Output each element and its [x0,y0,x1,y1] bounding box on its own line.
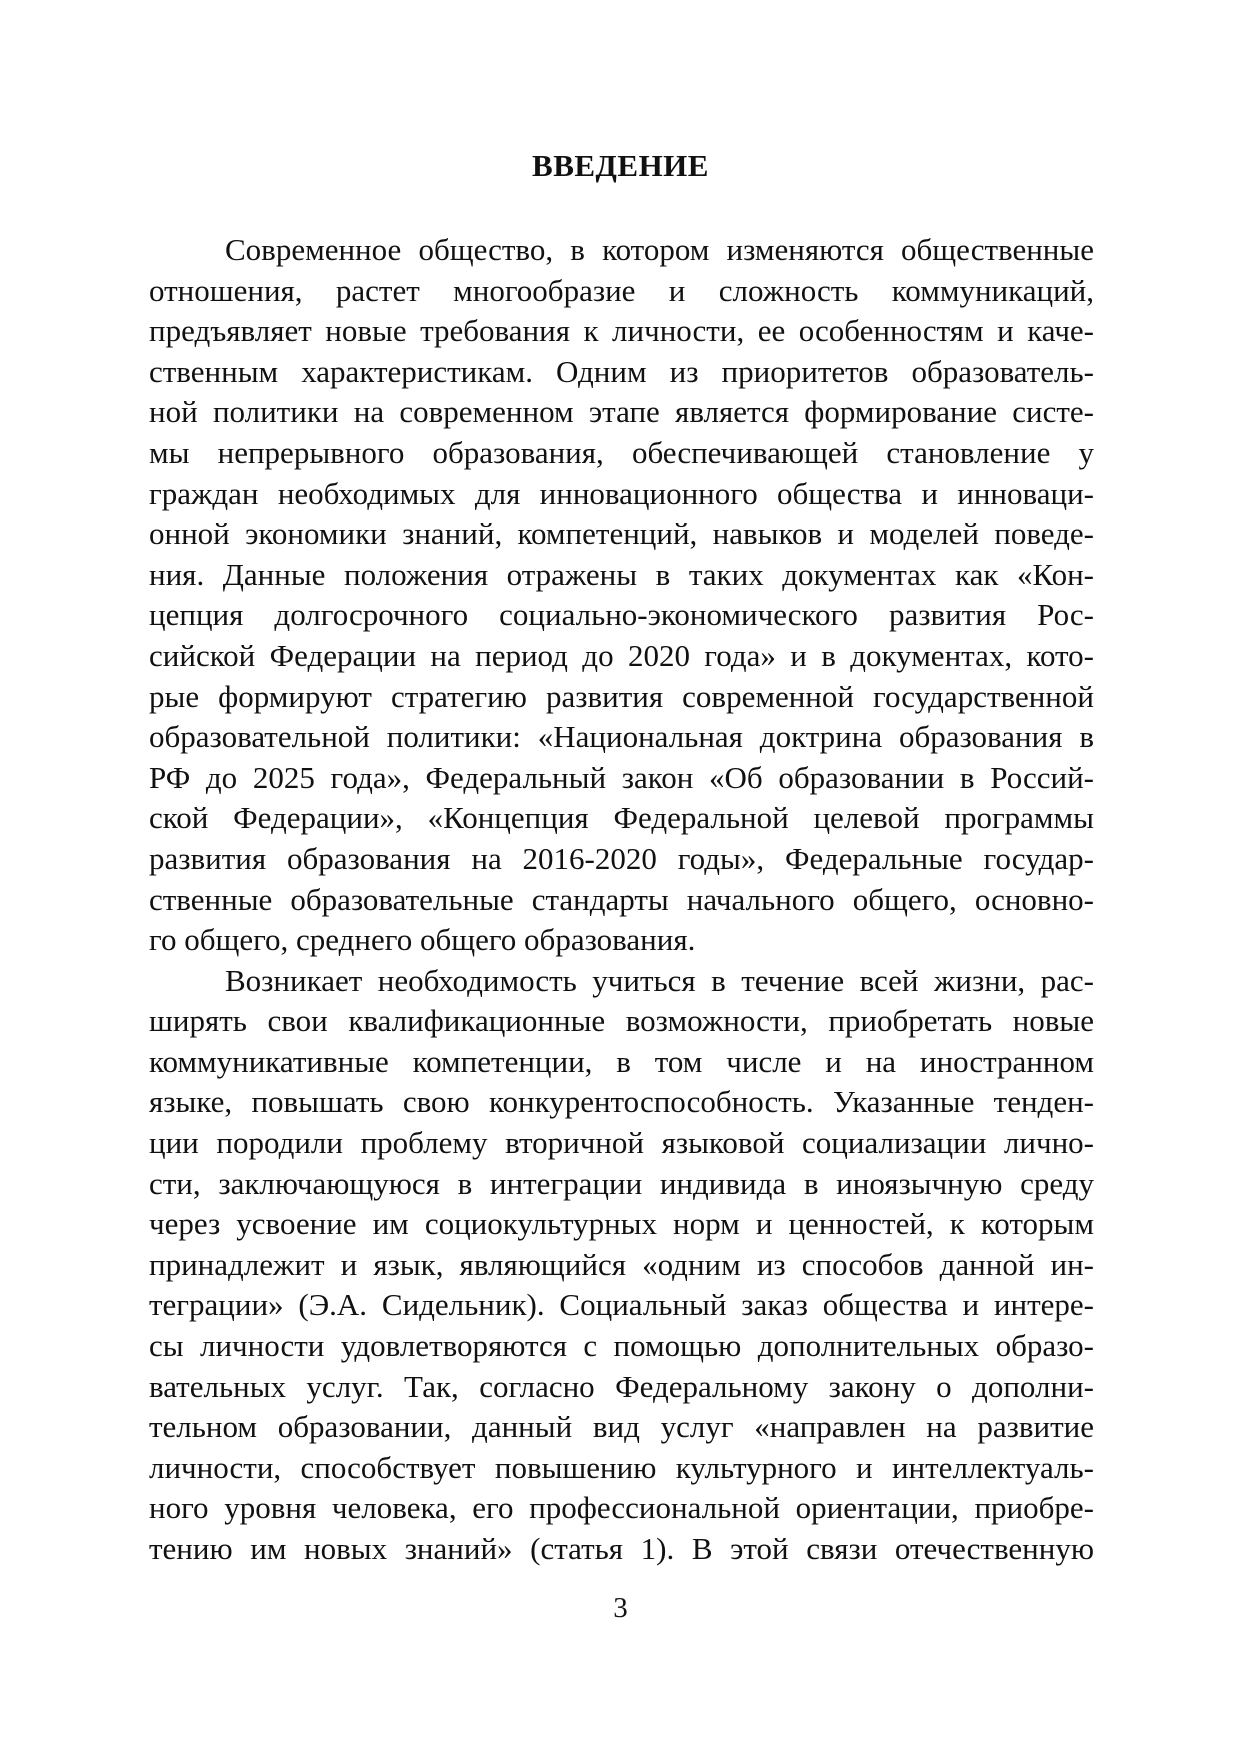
text-line: сы личности удовлетворяются с помощью дополнительных образо- [149,1328,1094,1364]
text-line: цепция долгосрочного социально-экономического развития Рос- [149,597,1094,633]
text-line: образовательной политики: «Национальная доктрина образования в [149,719,1094,755]
text-line: ширять свои квалификационные возможности, приобретать новые [149,1003,1094,1039]
body-text [149,230,1094,1570]
text-line: ственные образовательные стандарты начального общего, основно- [149,881,1094,917]
text-line: Возникает необходимость учиться в течение всей жизни, рас- [225,962,1094,998]
text-line: вательных услуг. Так, согласно Федеральному закону о дополни- [149,1368,1094,1404]
text-line: онной экономики знаний, компетенций, навыков и моделей поведе- [149,516,1094,552]
text-line: го общего, среднего общего образования. [149,922,696,958]
section-title: ВВЕДЕНИЕ [532,148,709,183]
text-line: личности, способствует повышению культурного и интеллектуаль- [149,1449,1094,1485]
text-line: коммуникативные компетенции, в том числе и на иностранном [149,1043,1094,1079]
paragraph-1 [149,230,1094,961]
text-line: теграции» (Э.А. Сидельник). Социальный заказ общества и интере- [149,1287,1094,1323]
text-line: ской Федерации», «Концепция Федеральной целевой программы [149,800,1094,836]
text-line: рые формируют стратегию развития современной государственной [149,678,1094,714]
text-line: Современное общество, в котором изменяются общественные [225,232,1094,267]
text-line: ного уровня человека, его профессиональной ориентации, приобре- [149,1490,1094,1526]
text-line: тению им новых знаний» (статья 1). В этой связи отечественную [149,1531,1094,1566]
text-line: ции породили проблему вторичной языковой социализации лично- [149,1125,1094,1161]
text-line: языке, повышать свою конкурентоспособность. Указанные тенден- [149,1084,1094,1120]
page-number: 3 [613,1592,628,1624]
text-line: отношения, растет многообразие и сложность коммуникаций, [149,272,1094,308]
text-line: ственным характеристикам. Одним из приоритетов образователь- [149,353,1094,389]
text-line: сти, заключающуюся в интеграции индивида в иноязычную среду [149,1165,1094,1201]
text-line: принадлежит и язык, являющийся «одним из способов данной ин- [149,1246,1094,1282]
text-line: развития образования на 2016-2020 годы», Федеральные государ- [149,840,1094,876]
text-line: граждан необходимых для инновационного общества и инноваци- [149,475,1094,511]
text-line: ной политики на современном этапе является формирование систе- [149,394,1094,430]
text-line: сийской Федерации на период до 2020 года» и в документах, кото- [149,637,1094,673]
text-line: ния. Данные положения отражены в таких документах как «Кон- [149,556,1094,592]
text-line: тельном образовании, данный вид услуг «направлен на развитие [149,1409,1094,1445]
paragraph-2 [149,961,1094,1570]
text-line: предъявляет новые требования к личности, ее особенностям и каче- [149,313,1094,349]
text-line: РФ до 2025 года», Федеральный закон «Об образовании в Россий- [149,759,1094,795]
text-line: мы непрерывного образования, обеспечивающей становление у [149,434,1094,470]
text-line: через усвоение им социокультурных норм и ценностей, к которым [149,1206,1094,1242]
